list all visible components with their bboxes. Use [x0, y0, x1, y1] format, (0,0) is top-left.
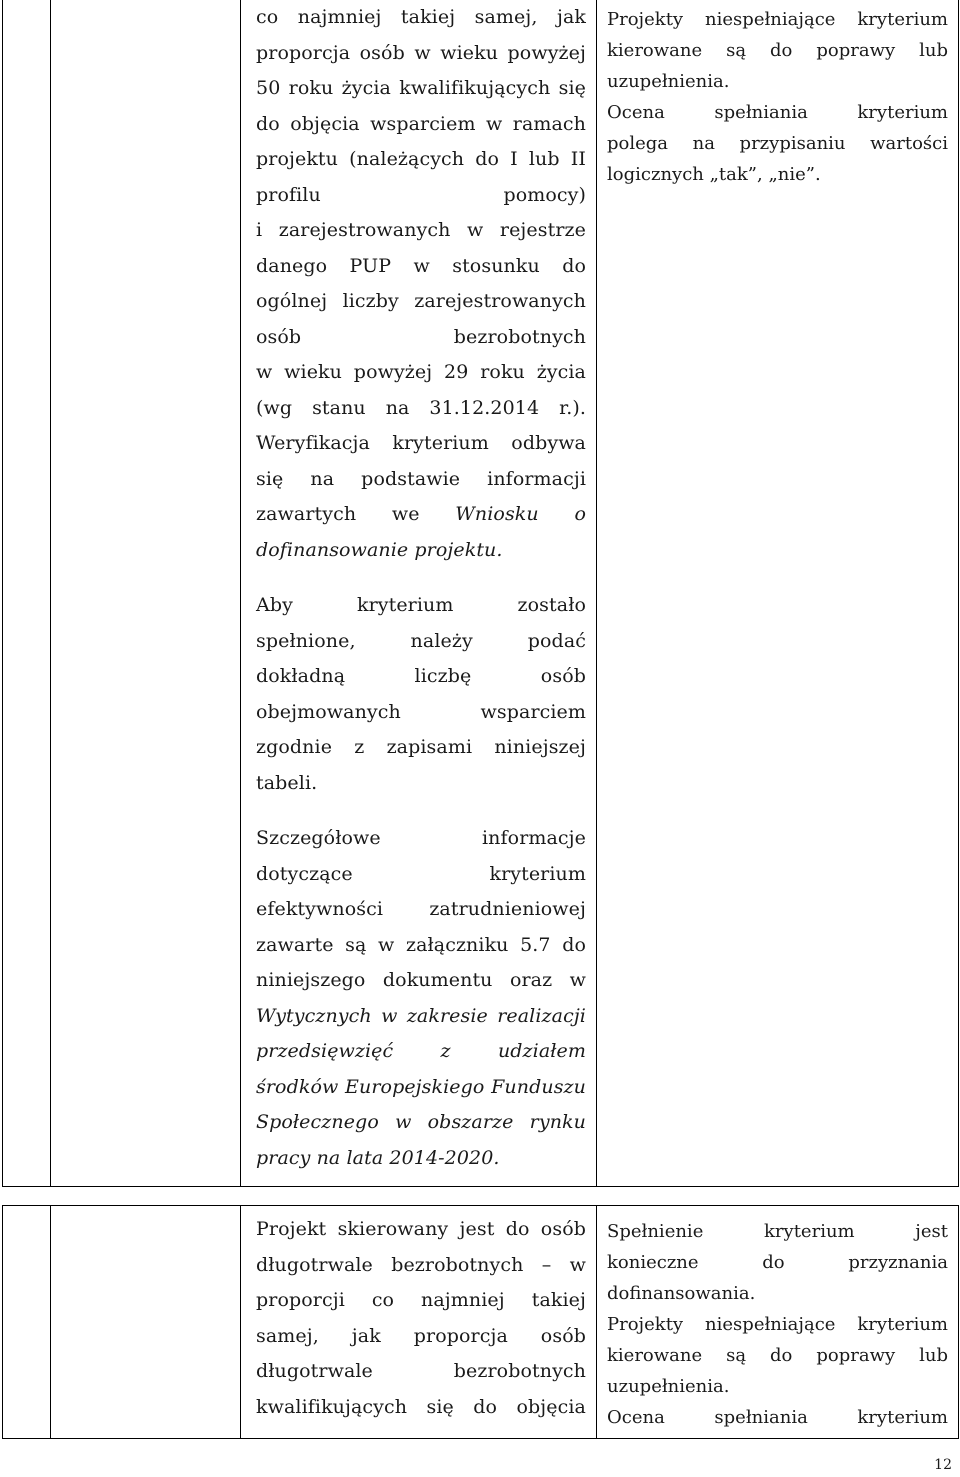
criterion-description-cell	[256, 0, 586, 1176]
text-line: projektu (należących do I lub II	[256, 148, 586, 170]
criterion-verification-doc: Wniosku o	[455, 503, 586, 525]
text-line: i zarejestrowanych w rejestrze	[256, 219, 586, 241]
table-bottom-border-col3	[596, 1205, 597, 1439]
table-top-border-col3	[596, 0, 597, 1187]
text-line: Projekty niespełniające kryterium	[607, 1314, 948, 1335]
page-number: 12	[934, 1457, 952, 1473]
criterion-details-lines	[256, 821, 586, 999]
text-line: proporcja osób w wieku powyżej	[256, 41, 586, 64]
text-line: logicznych „tak”, „nie”.	[607, 164, 821, 185]
text-line: do objęcia wsparciem w ramach	[256, 112, 586, 135]
text-line: spełnione, należy podać	[256, 629, 586, 652]
text-line: dokładną liczbę osób	[256, 665, 586, 687]
criterion-verification-doc-end: dofinansowanie projektu.	[256, 538, 503, 561]
text-line: zgodnie z zapisami niniejszej	[256, 736, 586, 758]
text-line: Weryfikacja kryterium odbywa	[256, 432, 586, 454]
criterion2-evaluation-lines	[607, 1216, 948, 1433]
table-bottom-border-col2	[240, 1205, 241, 1439]
text-line: ogólnej liczby zarejestrowanych	[256, 290, 586, 312]
criterion2-description-lines	[256, 1212, 586, 1425]
text-line: Ocena spełniania kryterium	[607, 1407, 948, 1428]
text-line: efektywności zatrudnieniowej	[256, 898, 586, 920]
text-line: kierowane są do poprawy lub	[607, 1345, 948, 1366]
criterion-evaluation-lines	[607, 4, 948, 190]
text-line: w wieku powyżej 29 roku życia	[256, 361, 586, 383]
table-top-border-col2	[240, 0, 241, 1187]
text-line: danego PUP w stosunku do	[256, 254, 586, 277]
text-line: tabeli.	[256, 771, 318, 794]
table-top-border-col1	[50, 0, 51, 1187]
text-line: Spełnienie kryterium jest	[607, 1221, 948, 1242]
text-line: kierowane są do poprawy lub	[607, 40, 948, 61]
text-line: 50 roku życia kwalifikujących się	[256, 77, 586, 99]
text-line: osób bezrobotnych	[256, 325, 586, 348]
text-line: uzupełnienia.	[607, 1376, 730, 1397]
text-line: długotrwale bezrobotnych – w	[256, 1253, 586, 1276]
text-line: proporcji co najmniej takiej	[256, 1289, 586, 1311]
table-bottom-border-col1	[50, 1205, 51, 1439]
table-bottom-border-bottom	[2, 1438, 959, 1439]
text-line: Aby kryterium zostało	[256, 594, 586, 616]
text-line: przedsięwzięć z udziałem	[256, 1040, 586, 1062]
text-line: zawarte są w załączniku 5.7 do	[256, 933, 586, 956]
text-line: polega na przypisaniu wartości	[607, 133, 948, 154]
criterion-description-lines	[256, 0, 586, 497]
text-line: dofinansowania.	[607, 1283, 756, 1304]
text-line: Szczegółowe informacje	[256, 827, 586, 849]
text-line: Projekty niespełniające kryterium	[607, 9, 948, 30]
criterion-condition-lines	[256, 588, 586, 801]
criterion-verification-line	[256, 497, 586, 533]
table-bottom-border-top	[2, 1205, 959, 1206]
table-top-border-left	[2, 0, 3, 1187]
criterion-guidelines-lines	[256, 999, 586, 1177]
text-line: dotyczące kryterium	[256, 862, 586, 885]
text-line: uzupełnienia.	[607, 71, 730, 92]
text-line: obejmowanych wsparciem	[256, 700, 586, 723]
text-line: niniejszego dokumentu oraz w	[256, 969, 586, 991]
text-line: pracy na lata 2014-2020.	[256, 1146, 500, 1169]
text-line: co najmniej takiej samej, jak	[256, 6, 586, 28]
text-line: kwalifikujących się do objęcia	[256, 1395, 586, 1418]
text-line: Projekt skierowany jest do osób	[256, 1218, 586, 1240]
table-bottom-border-left	[2, 1205, 3, 1439]
text-line: Ocena spełniania kryterium	[607, 102, 948, 123]
text-line: samej, jak proporcja osób	[256, 1324, 586, 1347]
text-line: profilu pomocy)	[256, 183, 586, 206]
criterion-verification-pre: zawartych we	[256, 503, 420, 525]
criterion-evaluation-cell	[607, 4, 948, 190]
text-line: się na podstawie informacji	[256, 467, 586, 490]
text-line: Społecznego w obszarze rynku	[256, 1111, 586, 1133]
text-line: konieczne do przyznania	[607, 1252, 948, 1273]
table-top-border-bottom	[2, 1186, 959, 1187]
table-top-border-right	[958, 0, 959, 1187]
criterion2-description-cell	[256, 1212, 586, 1425]
text-line: (wg stanu na 31.12.2014 r.).	[256, 396, 586, 419]
criterion2-evaluation-cell	[607, 1216, 948, 1433]
text-line: Wytycznych w zakresie realizacji	[256, 1004, 586, 1027]
text-line: długotrwale bezrobotnych	[256, 1360, 586, 1382]
text-line: środków Europejskiego Funduszu	[256, 1075, 586, 1098]
table-bottom-border-right	[958, 1205, 959, 1439]
